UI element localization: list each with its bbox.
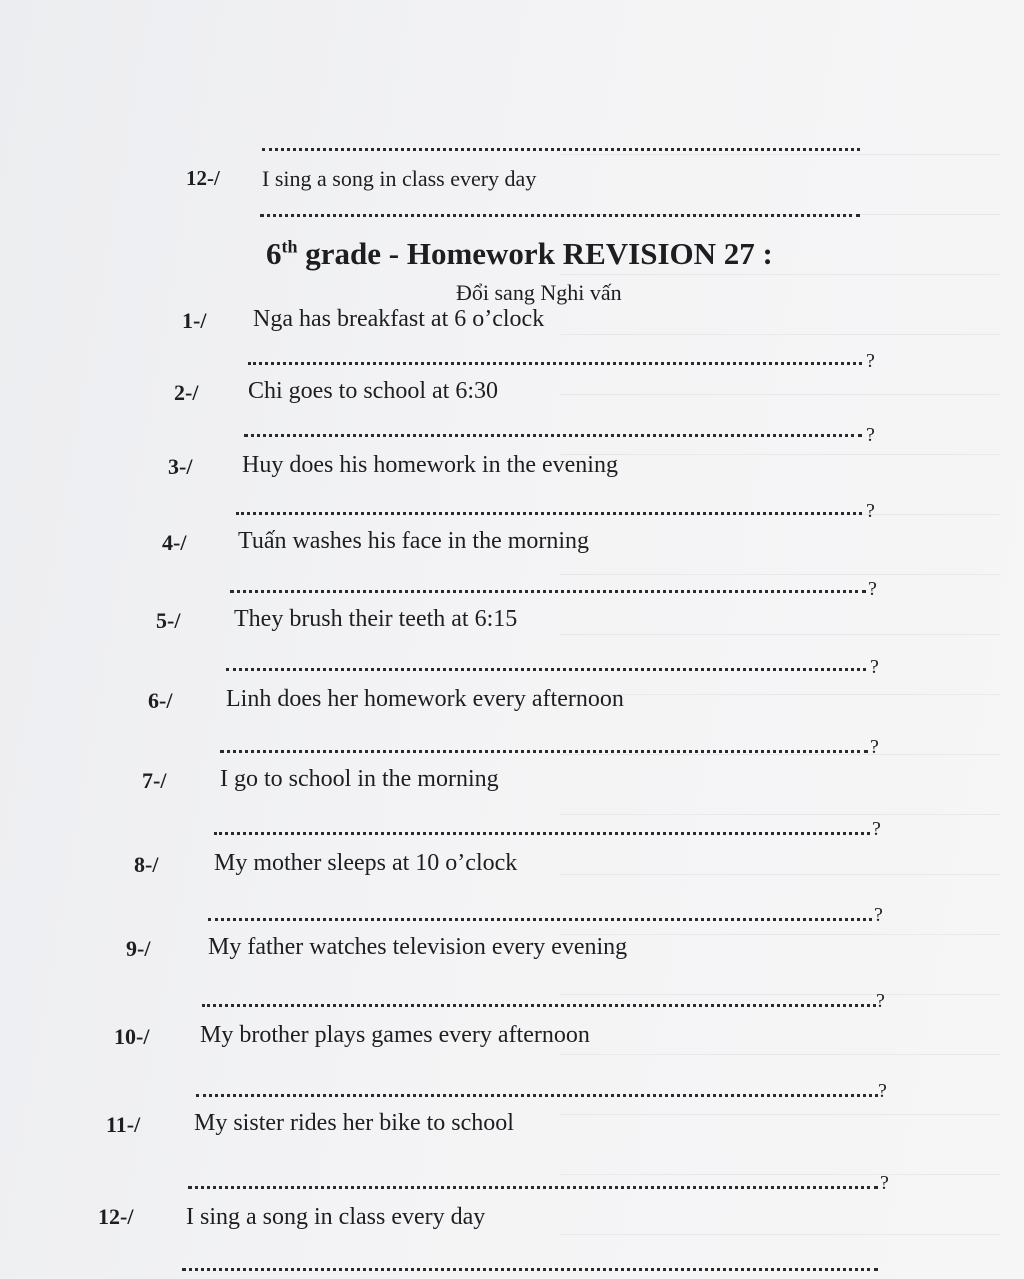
question-number: 6-/: [148, 688, 173, 713]
answer-line: [188, 1186, 878, 1189]
question-mark: ?: [872, 818, 881, 840]
question-sentence: Chi goes to school at 6:30: [248, 378, 498, 404]
answer-line: [226, 668, 866, 671]
answer-line: [214, 832, 870, 835]
answer-line: [262, 148, 860, 151]
question-mark: ?: [870, 656, 879, 678]
answer-line: [248, 362, 862, 365]
question-number: 8-/: [134, 852, 159, 877]
answer-line: [182, 1268, 878, 1271]
question-mark: ?: [874, 904, 883, 926]
question-sentence: Nga has breakfast at 6 o’clock: [253, 306, 545, 332]
instruction-text: Đổi sang Nghi vấn: [456, 280, 622, 305]
question-mark: ?: [880, 1172, 889, 1194]
question-number: 4-/: [162, 530, 187, 555]
answer-line: [244, 434, 862, 437]
question-number: 1-/: [182, 308, 207, 333]
question-sentence: I go to school in the morning: [220, 766, 499, 792]
question-sentence: My father watches television every evening: [208, 934, 628, 960]
question-sentence: They brush their teeth at 6:15: [234, 606, 518, 632]
question-mark: ?: [866, 500, 875, 522]
question-number: 9-/: [126, 936, 151, 961]
question-mark: ?: [878, 1080, 887, 1102]
question-mark: ?: [868, 578, 877, 600]
question-sentence: My mother sleeps at 10 o’clock: [214, 850, 518, 876]
question-mark: ?: [876, 990, 885, 1012]
question-sentence: I sing a song in class every day: [186, 1204, 486, 1230]
answer-line: [220, 750, 868, 753]
answer-line: [208, 918, 872, 921]
question-number: 7-/: [142, 768, 167, 793]
question-number: 2-/: [174, 380, 199, 405]
question-mark: ?: [866, 424, 875, 446]
question-mark: ?: [870, 736, 879, 758]
question-number: 10-/: [114, 1024, 150, 1049]
bleed-through-text: [560, 120, 1000, 1270]
question-number: 12-/: [186, 166, 220, 190]
question-mark: ?: [866, 350, 875, 372]
question-sentence: I sing a song in class every day: [262, 166, 537, 191]
answer-line: [202, 1004, 876, 1007]
question-sentence: My sister rides her bike to school: [194, 1110, 514, 1136]
question-number: 11-/: [106, 1112, 141, 1137]
question-sentence: Tuấn washes his face in the morning: [238, 528, 590, 554]
question-number: 3-/: [168, 454, 193, 479]
answer-line: [196, 1094, 878, 1097]
question-number: 12-/: [98, 1204, 134, 1229]
page-title: 6th grade - Homework REVISION 27 :: [266, 236, 773, 271]
question-sentence: Linh does her homework every afternoon: [226, 686, 624, 712]
question-number: 5-/: [156, 608, 181, 633]
answer-line: [260, 214, 860, 217]
question-sentence: Huy does his homework in the evening: [242, 452, 618, 478]
answer-line: [230, 590, 866, 593]
answer-line: [236, 512, 862, 515]
question-sentence: My brother plays games every afternoon: [200, 1022, 590, 1048]
